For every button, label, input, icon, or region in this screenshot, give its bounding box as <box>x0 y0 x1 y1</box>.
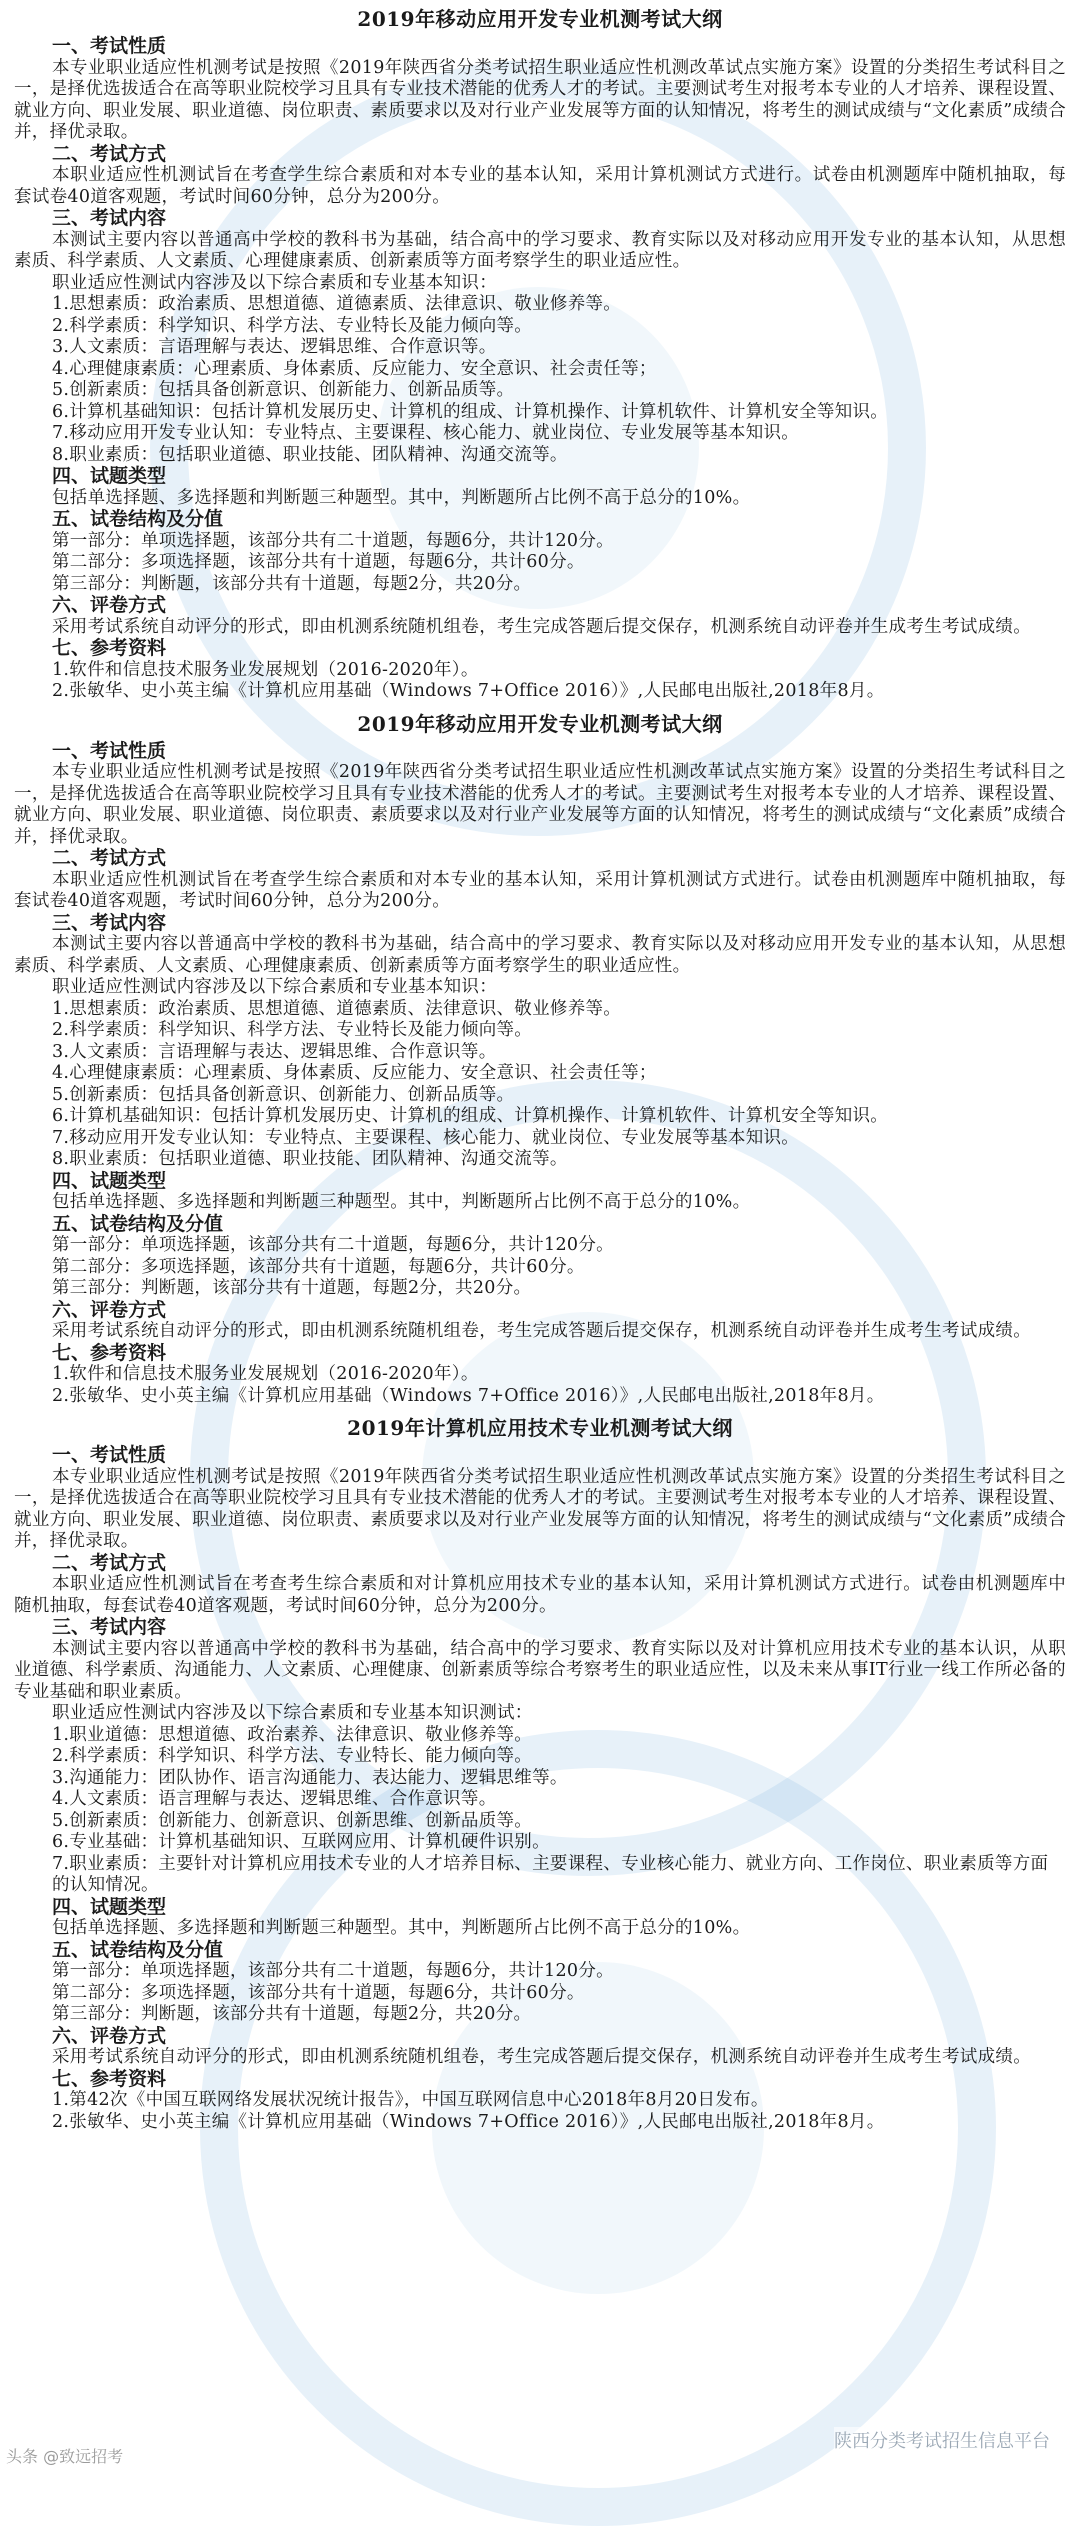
section-paragraph: 本专业职业适应性机测考试是按照《2019年陕西省分类考试招生职业适应性机测改革试点实施方案》设置的分类招生考试科目之一，是择优选拔适合在高等职业院校学习且具有专业技术潜能的优秀人才的考试。主要测试考生对报考本专业的人才培养、课程设置、就业方向、职业发展、职业道德、岗位职责、素质要求以及对行业产业发展等方面的认知情况，将考生的测试成绩与“文化素质”成绩合并，择优录取。 <box>14 57 1066 142</box>
section-list-item: 2.张敏华、史小英主编《计算机应用基础（Windows 7+Office 2016）》,人民邮电出版社,2018年8月。 <box>52 681 885 701</box>
section-list-item: 1.思想素质：政治素质、思想道德、道德素质、法律意识、敬业修养等。 <box>52 998 622 1019</box>
section-list-item: 1.软件和信息技术服务业发展规划（2016-2020年）。 <box>52 1364 479 1384</box>
section-heading: 二、考试方式 <box>52 847 167 869</box>
section-paragraph: 本测试主要内容以普通高中学校的教科书为基础，结合高中的学习要求、教育实际以及对移动应用开发专业的基本认知，从思想素质、科学素质、人文素质、心理健康素质、创新素质等方面考察学生的职业适应性。 <box>14 229 1066 271</box>
section-list-item: 3.人文素质：言语理解与表达、逻辑思维、合作意识等。 <box>52 1041 497 1062</box>
outline-title: 2019年移动应用开发专业机测考试大纲 <box>357 7 723 31</box>
section-heading: 六、评卷方式 <box>52 594 167 616</box>
section-list-item: 2.科学素质：科学知识、科学方法、专业特长及能力倾向等。 <box>52 315 533 336</box>
section-heading: 一、考试性质 <box>52 1444 167 1466</box>
exam-outline <box>14 1413 1066 2133</box>
section-heading: 二、考试方式 <box>52 142 167 165</box>
section-heading: 五、试卷结构及分值 <box>52 1212 224 1235</box>
section-list-item: 7.移动应用开发专业认知：专业特点、主要课程、核心能力、就业岗位、专业发展等基本知识。 <box>52 423 800 443</box>
section-heading: 七、参考资料 <box>52 2067 167 2090</box>
footer-watermark-left: 头条 @致远招考 <box>6 2447 124 2466</box>
section-paragraph: 包括单选择题、多选择题和判断题三种题型。其中，判断题所占比例不高于总分的10%。 <box>52 487 751 508</box>
section-paragraph: 职业适应性测试内容涉及以下综合素质和专业基本知识： <box>52 977 497 997</box>
section-list-item: 第三部分：判断题，该部分共有十道题，每题2分，共20分。 <box>52 2004 532 2024</box>
section-paragraph: 本职业适应性机测试旨在考查学生综合素质和对本专业的基本认知，采用计算机测试方式进行。试卷由机测题库中随机抽取，每套试卷40道客观题，考试时间60分钟，总分为200分。 <box>14 869 1066 911</box>
section-list-item: 第一部分：单项选择题，该部分共有二十道题，每题6分，共计120分。 <box>52 1961 614 1981</box>
section-paragraph: 采用考试系统自动评分的形式，即由机测系统随机组卷，考生完成答题后提交保存，机测系统自动评卷并生成考生考试成绩。 <box>52 616 1031 637</box>
section-paragraph: 包括单选择题、多选择题和判断题三种题型。其中，判断题所占比例不高于总分的10%。 <box>52 1918 751 1938</box>
section-list-item: 5.创新素质：包括具备创新意识、创新能力、创新品质等。 <box>52 380 515 400</box>
section-heading: 三、考试内容 <box>52 1616 167 1638</box>
section-list-item: 7.职业素质：主要针对计算机应用技术专业的人才培养目标、主要课程、专业核心能力、就业方向、工作岗位、职业素质等方面的认知情况。 <box>52 1853 1049 1895</box>
section-list-item: 第一部分：单项选择题，该部分共有二十道题，每题6分，共计120分。 <box>52 530 614 551</box>
section-list-item: 第二部分：多项选择题，该部分共有十道题，每题6分，共计60分。 <box>52 1256 585 1277</box>
section-heading: 六、评卷方式 <box>52 1298 167 1321</box>
section-list-item: 7.移动应用开发专业认知：专业特点、主要课程、核心能力、就业岗位、专业发展等基本知识。 <box>52 1127 800 1148</box>
section-list-item: 2.科学素质：科学知识、科学方法、专业特长、能力倾向等。 <box>52 1746 533 1766</box>
section-paragraph: 本职业适应性机测试旨在考查考生综合素质和对计算机应用技术专业的基本认知，采用计算机测试方式进行。试卷由机测题库中随机抽取，每套试卷40道客观题，考试时间60分钟，总分为200分。 <box>14 1574 1066 1616</box>
section-heading: 五、试卷结构及分值 <box>52 1938 224 1961</box>
section-heading: 二、考试方式 <box>52 1551 167 1574</box>
section-list-item: 第一部分：单项选择题，该部分共有二十道题，每题6分，共计120分。 <box>52 1235 614 1255</box>
section-heading: 七、参考资料 <box>52 1341 167 1364</box>
section-list-item: 5.创新素质：创新能力、创新意识、创新思维、创新品质等。 <box>52 1810 533 1831</box>
section-list-item: 4.心理健康素质：心理素质、身体素质、反应能力、安全意识、社会责任等； <box>52 358 657 379</box>
section-paragraph: 采用考试系统自动评分的形式，即由机测系统随机组卷，考生完成答题后提交保存，机测系统自动评卷并生成考生考试成绩。 <box>52 1321 1031 1341</box>
section-list-item: 1.职业道德：思想道德、政治素养、法律意识、敬业修养等。 <box>52 1724 533 1745</box>
section-paragraph: 本测试主要内容以普通高中学校的教科书为基础，结合高中的学习要求、教育实际以及对移动应用开发专业的基本认知，从思想素质、科学素质、人文素质、心理健康素质、创新素质等方面考察学生的职业适应性。 <box>14 934 1066 976</box>
section-list-item: 6.计算机基础知识：包括计算机发展历史、计算机的组成、计算机操作、计算机软件、计算机安全等知识。 <box>52 1106 889 1126</box>
section-paragraph: 采用考试系统自动评分的形式，即由机测系统随机组卷，考生完成答题后提交保存，机测系统自动评卷并生成考生考试成绩。 <box>52 2047 1031 2067</box>
section-paragraph: 本专业职业适应性机测考试是按照《2019年陕西省分类考试招生职业适应性机测改革试点实施方案》设置的分类招生考试科目之一，是择优选拔适合在高等职业院校学习且具有专业技术潜能的优秀人才的考试。主要测试考生对报考本专业的人才培养、课程设置、就业方向、职业发展、职业道德、岗位职责、素质要求以及对行业产业发展等方面的认知情况，将考生的测试成绩与“文化素质”成绩合并，择优录取。 <box>14 1466 1066 1551</box>
section-heading: 六、评卷方式 <box>52 2024 167 2047</box>
section-list-item: 第二部分：多项选择题，该部分共有十道题，每题6分，共计60分。 <box>52 1982 585 2003</box>
section-list-item: 第三部分：判断题，该部分共有十道题，每题2分，共20分。 <box>52 573 532 594</box>
section-list-item: 2.张敏华、史小英主编《计算机应用基础（Windows 7+Office 2016）》,人民邮电出版社,2018年8月。 <box>52 1385 885 1406</box>
section-list-item: 3.沟通能力：团队协作、语言沟通能力、表达能力、逻辑思维等。 <box>52 1767 568 1788</box>
section-heading: 一、考试性质 <box>52 35 167 57</box>
section-list-item: 8.职业素质：包括职业道德、职业技能、团队精神、沟通交流等。 <box>52 1149 568 1169</box>
outline-title: 2019年计算机应用技术专业机测考试大纲 <box>347 1416 733 1440</box>
exam-outline <box>14 709 1066 1408</box>
section-list-item: 4.心理健康素质：心理素质、身体素质、反应能力、安全意识、社会责任等； <box>52 1063 657 1083</box>
section-heading: 一、考试性质 <box>52 739 167 762</box>
section-list-item: 1.软件和信息技术服务业发展规划（2016-2020年）。 <box>52 659 479 680</box>
section-list-item: 8.职业素质：包括职业道德、职业技能、团队精神、沟通交流等。 <box>52 444 568 465</box>
section-list-item: 1.思想素质：政治素质、思想道德、道德素质、法律意识、敬业修养等。 <box>52 294 622 314</box>
section-heading: 三、考试内容 <box>52 911 167 934</box>
section-paragraph: 本专业职业适应性机测考试是按照《2019年陕西省分类考试招生职业适应性机测改革试点实施方案》设置的分类招生考试科目之一，是择优选拔适合在高等职业院校学习且具有专业技术潜能的优秀人才的考试。主要测试考生对报考本专业的人才培养、课程设置、就业方向、职业发展、职业道德、岗位职责、素质要求以及对行业产业发展等方面的认知情况，将考生的测试成绩与“文化素质”成绩合并，择优录取。 <box>14 762 1066 847</box>
section-heading: 四、试题类型 <box>52 1895 167 1918</box>
section-list-item: 第三部分：判断题，该部分共有十道题，每题2分，共20分。 <box>52 1278 532 1298</box>
section-paragraph: 本职业适应性机测试旨在考查学生综合素质和对本专业的基本认知，采用计算机测试方式进行。试卷由机测题库中随机抽取，每套试卷40道客观题，考试时间60分钟，总分为200分。 <box>14 165 1066 207</box>
section-list-item: 第二部分：多项选择题，该部分共有十道题，每题6分，共计60分。 <box>52 552 585 572</box>
section-list-item: 3.人文素质：言语理解与表达、逻辑思维、合作意识等。 <box>52 337 497 357</box>
section-heading: 四、试题类型 <box>52 1169 167 1192</box>
section-paragraph: 包括单选择题、多选择题和判断题三种题型。其中，判断题所占比例不高于总分的10%。 <box>52 1192 751 1212</box>
footer-watermark-right: 陕西分类考试招生信息平台 <box>834 2427 1050 2453</box>
section-heading: 四、试题类型 <box>52 465 167 487</box>
section-list-item: 6.专业基础：计算机基础知识、互联网应用、计算机硬件识别。 <box>52 1832 550 1852</box>
section-paragraph: 本测试主要内容以普通高中学校的教科书为基础，结合高中的学习要求、教育实际以及对计算机应用技术专业的基本认识，从职业道德、科学素质、沟通能力、人文素质、心理健康、创新素质等综合考察考生的职业适应性，以及未来从事IT行业一线工作所必备的专业基础和职业素质。 <box>14 1638 1066 1702</box>
section-list-item: 5.创新素质：包括具备创新意识、创新能力、创新品质等。 <box>52 1084 515 1105</box>
section-list-item: 2.张敏华、史小英主编《计算机应用基础（Windows 7+Office 2016）》,人民邮电出版社,2018年8月。 <box>52 2111 885 2132</box>
section-list-item: 4.人文素质：语言理解与表达、逻辑思维、合作意识等。 <box>52 1789 497 1809</box>
section-paragraph: 职业适应性测试内容涉及以下综合素质和专业基本知识测试： <box>52 1703 533 1723</box>
section-heading: 三、考试内容 <box>52 207 167 229</box>
section-paragraph: 职业适应性测试内容涉及以下综合素质和专业基本知识： <box>52 272 497 293</box>
section-heading: 七、参考资料 <box>52 637 167 659</box>
section-list-item: 6.计算机基础知识：包括计算机发展历史、计算机的组成、计算机操作、计算机软件、计算机安全等知识。 <box>52 401 889 422</box>
exam-outline <box>14 4 1066 703</box>
outline-title: 2019年移动应用开发专业机测考试大纲 <box>357 711 723 736</box>
section-heading: 五、试卷结构及分值 <box>52 508 224 530</box>
section-list-item: 1.第42次《中国互联网络发展状况统计报告》，中国互联网信息中心2018年8月20日发布。 <box>52 2090 769 2110</box>
section-list-item: 2.科学素质：科学知识、科学方法、专业特长及能力倾向等。 <box>52 1020 533 1040</box>
